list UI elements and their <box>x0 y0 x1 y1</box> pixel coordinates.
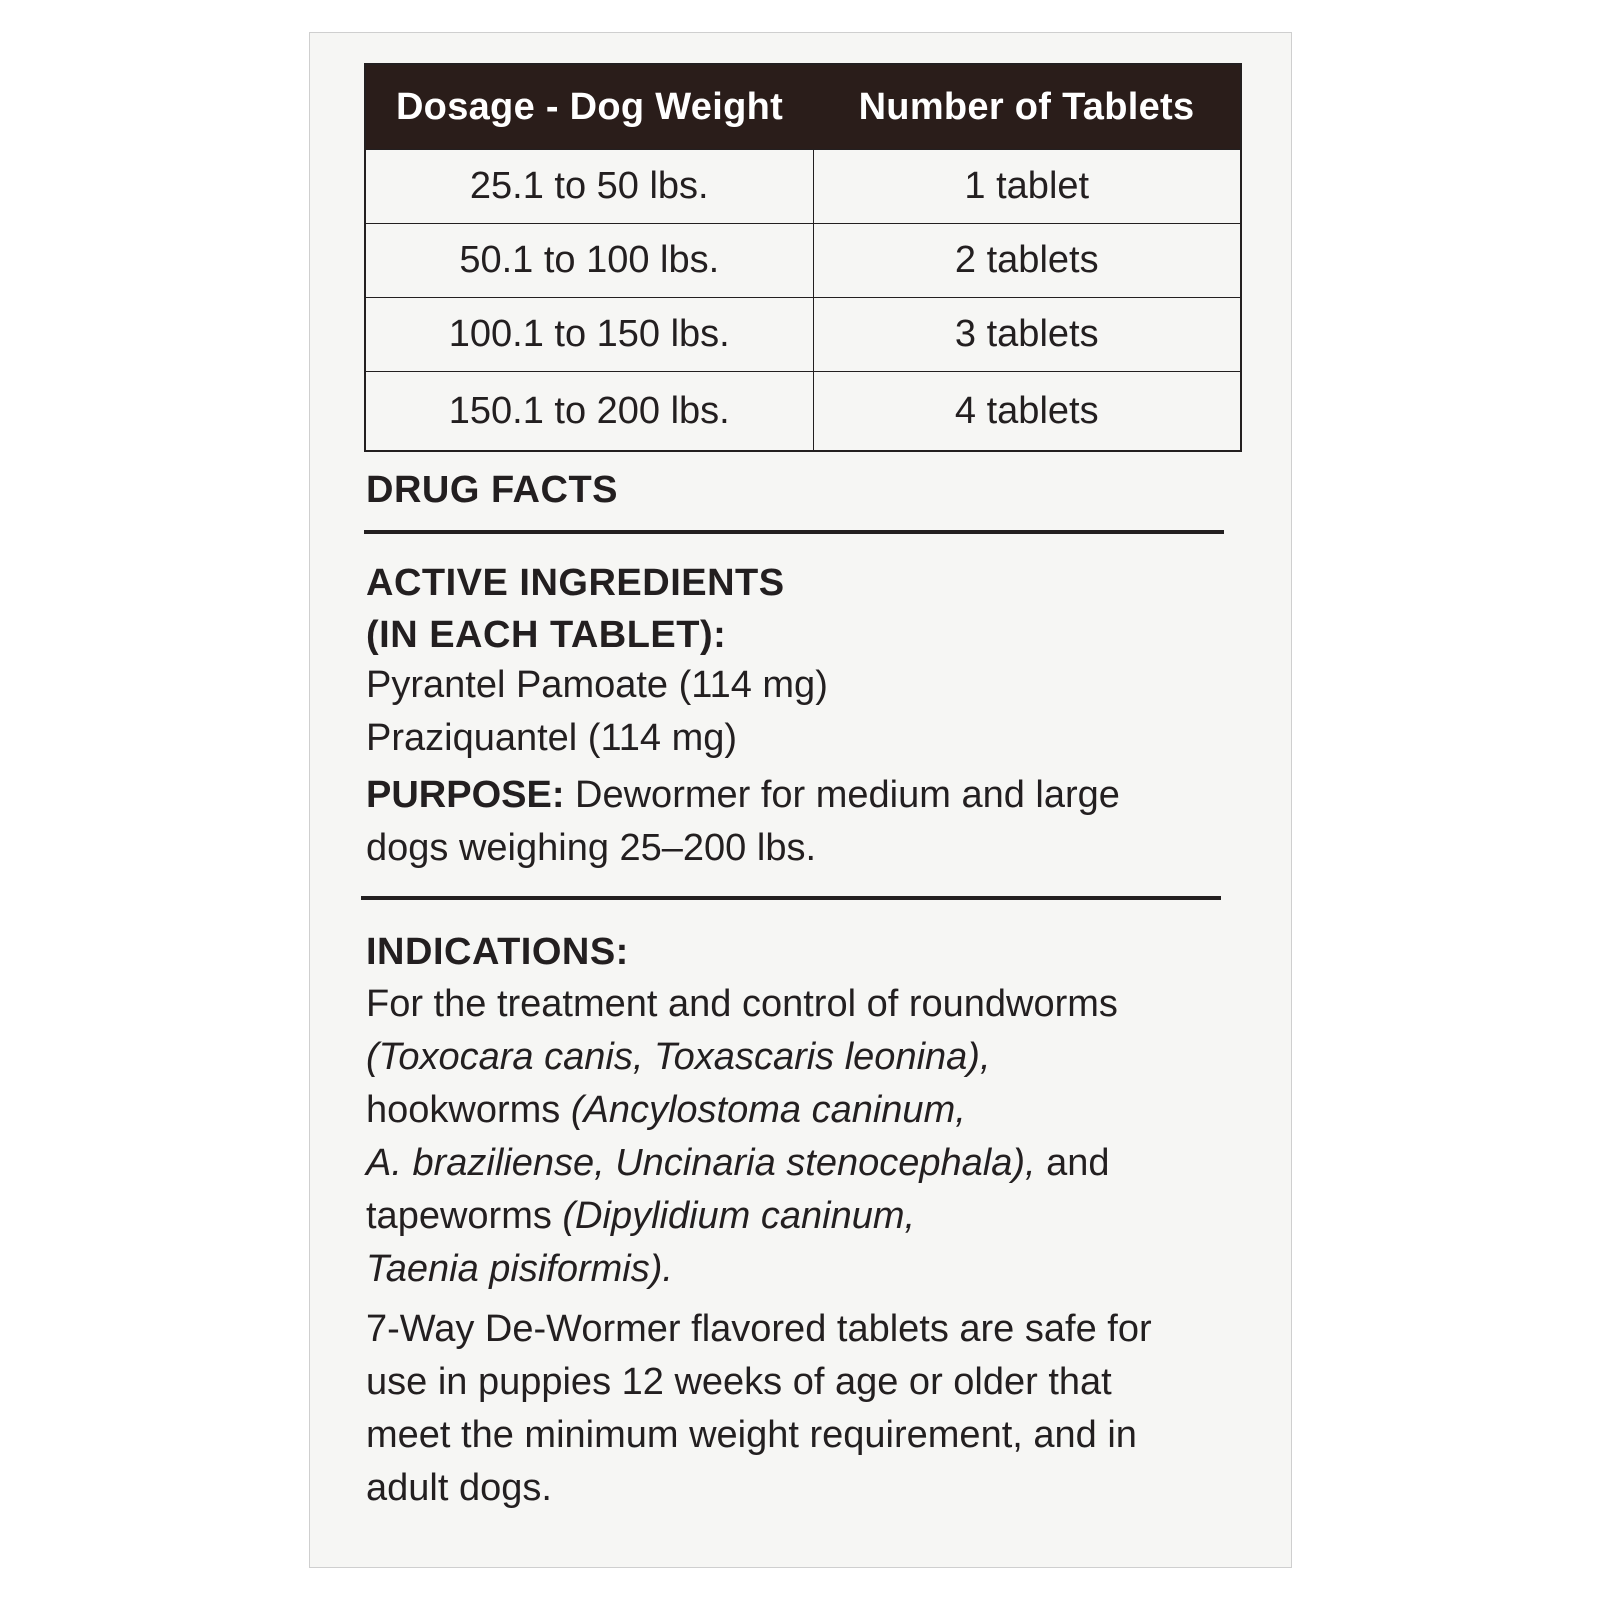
indications-line <box>366 1137 1118 1190</box>
column-header-dog-weight: Dosage - Dog Weight <box>365 64 813 150</box>
tablets-cell: 1 tablet <box>813 150 1241 224</box>
purpose-label: PURPOSE: <box>366 774 565 816</box>
purpose-statement <box>366 769 1120 875</box>
column-header-number-of-tablets: Number of Tablets <box>813 64 1241 150</box>
safety-line: meet the minimum weight requirement, and in <box>366 1414 1137 1456</box>
indications-text-italic: A. braziliense, Uncinaria stenocephala), <box>366 1142 1036 1184</box>
ingredient-item: Pyrantel Pamoate (114 mg) <box>366 664 828 706</box>
ingredient-list <box>366 659 828 765</box>
tablets-cell: 2 tablets <box>813 224 1241 298</box>
table-row <box>365 150 1241 224</box>
indications-text-italic: (Ancylostoma caninum, <box>570 1089 966 1131</box>
indications-heading: INDICATIONS: <box>366 931 629 973</box>
safety-line: use in puppies 12 weeks of age or older that <box>366 1361 1112 1403</box>
indications-text-plain: tapeworms <box>366 1195 563 1237</box>
indications-text <box>366 978 1118 1296</box>
table-row <box>365 298 1241 372</box>
indications-line <box>366 1084 1118 1137</box>
weight-cell: 25.1 to 50 lbs. <box>365 150 813 224</box>
purpose-line-2: dogs weighing 25–200 lbs. <box>366 827 817 869</box>
tablets-cell: 3 tablets <box>813 298 1241 372</box>
section-divider <box>361 896 1221 900</box>
indications-text-plain: and <box>1035 1142 1110 1184</box>
indications-line: For the treatment and control of roundworms <box>366 983 1118 1025</box>
active-ingredients-heading-line-1: ACTIVE INGREDIENTS <box>366 562 785 604</box>
weight-cell: 50.1 to 100 lbs. <box>365 224 813 298</box>
indications-text-plain: hookworms <box>366 1089 571 1131</box>
indications-line: (Toxocara canis, Toxascaris leonina), <box>366 1036 991 1078</box>
label-panel <box>309 32 1292 1568</box>
table-row <box>365 224 1241 298</box>
indications-text-italic: (Dipylidium caninum, <box>562 1195 916 1237</box>
weight-cell: 100.1 to 150 lbs. <box>365 298 813 372</box>
purpose-line-1 <box>366 769 1120 822</box>
weight-cell: 150.1 to 200 lbs. <box>365 372 813 452</box>
safety-statement <box>366 1303 1152 1515</box>
section-divider <box>364 530 1224 534</box>
ingredient-item: Praziquantel (114 mg) <box>366 717 738 759</box>
drug-facts-heading: DRUG FACTS <box>366 469 618 511</box>
indications-line <box>366 1190 1118 1243</box>
indications-line: Taenia pisiformis). <box>366 1248 673 1290</box>
table-header-row <box>365 64 1241 150</box>
active-ingredients-heading <box>366 557 785 661</box>
active-ingredients-heading-line-2: (IN EACH TABLET): <box>366 614 727 656</box>
tablets-cell: 4 tablets <box>813 372 1241 452</box>
safety-line: adult dogs. <box>366 1467 552 1509</box>
safety-line: 7-Way De-Wormer flavored tablets are safe for <box>366 1308 1152 1350</box>
table-row <box>365 372 1241 452</box>
purpose-text: Dewormer for medium and large <box>564 774 1120 816</box>
dosage-table <box>364 63 1242 452</box>
